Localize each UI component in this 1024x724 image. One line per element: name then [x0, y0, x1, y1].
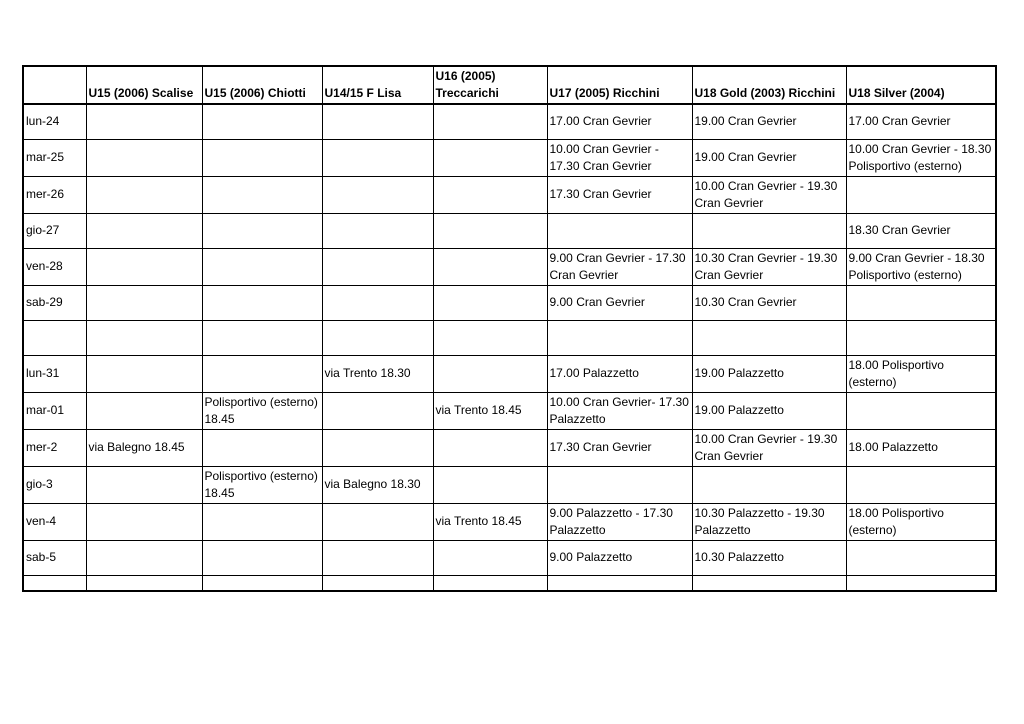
schedule-cell	[86, 139, 202, 176]
header-row	[23, 66, 996, 104]
schedule-cell: 10.30 Palazzetto - 19.30 Palazzetto	[692, 503, 846, 540]
schedule-cell	[322, 285, 433, 320]
schedule-cell	[202, 139, 322, 176]
schedule-cell	[202, 355, 322, 392]
schedule-cell	[322, 104, 433, 139]
schedule-cell	[322, 320, 433, 355]
table-row	[23, 104, 996, 139]
table-row	[23, 392, 996, 429]
schedule-cell	[547, 213, 692, 248]
schedule-cell: via Balegno 18.30	[322, 466, 433, 503]
day-cell: ven-4	[23, 503, 86, 540]
schedule-cell	[86, 320, 202, 355]
schedule-cell	[433, 355, 547, 392]
schedule-cell	[322, 575, 433, 591]
schedule-cell	[692, 213, 846, 248]
header-cell-u15-chiotti: U15 (2006) Chiotti	[202, 66, 322, 104]
day-cell	[23, 320, 86, 355]
schedule-cell: via Trento 18.45	[433, 503, 547, 540]
schedule-cell: 10.00 Cran Gevrier- 17.30 Palazzetto	[547, 392, 692, 429]
schedule-cell	[86, 355, 202, 392]
schedule-cell	[202, 320, 322, 355]
schedule-cell	[433, 575, 547, 591]
schedule-cell	[433, 176, 547, 213]
schedule-cell: via Balegno 18.45	[86, 429, 202, 466]
schedule-cell	[433, 104, 547, 139]
schedule-cell	[433, 320, 547, 355]
schedule-cell: 9.00 Palazzetto - 17.30 Palazzetto	[547, 503, 692, 540]
schedule-cell: 17.30 Cran Gevrier	[547, 429, 692, 466]
schedule-cell	[86, 392, 202, 429]
schedule-cell	[202, 285, 322, 320]
table-row	[23, 213, 996, 248]
schedule-cell	[433, 540, 547, 575]
schedule-cell: 9.00 Cran Gevrier - 17.30 Cran Gevrier	[547, 248, 692, 285]
schedule-cell	[433, 285, 547, 320]
day-cell: lun-24	[23, 104, 86, 139]
table-row	[23, 503, 996, 540]
schedule-cell: 10.00 Cran Gevrier - 19.30 Cran Gevrier	[692, 429, 846, 466]
schedule-cell	[433, 466, 547, 503]
header-cell-u18-gold-ricchini: U18 Gold (2003) Ricchini	[692, 66, 846, 104]
day-cell: mar-25	[23, 139, 86, 176]
schedule-cell	[202, 575, 322, 591]
header-cell-u16-treccarichi: U16 (2005) Treccarichi	[433, 66, 547, 104]
schedule-cell	[846, 466, 996, 503]
schedule-cell: Polisportivo (esterno) 18.45	[202, 392, 322, 429]
schedule-cell	[322, 503, 433, 540]
schedule-cell	[433, 139, 547, 176]
schedule-cell	[692, 575, 846, 591]
schedule-cell	[86, 248, 202, 285]
schedule-cell	[202, 104, 322, 139]
schedule-cell	[692, 320, 846, 355]
schedule-cell	[846, 176, 996, 213]
day-cell: sab-5	[23, 540, 86, 575]
schedule-cell	[547, 466, 692, 503]
schedule-cell: 10.00 Cran Gevrier - 18.30 Polisportivo (esterno)	[846, 139, 996, 176]
schedule-cell	[433, 213, 547, 248]
day-cell: mer-2	[23, 429, 86, 466]
schedule-cell	[86, 213, 202, 248]
schedule-cell: via Trento 18.45	[433, 392, 547, 429]
schedule-cell	[846, 320, 996, 355]
schedule-cell: 19.00 Cran Gevrier	[692, 139, 846, 176]
table-row	[23, 466, 996, 503]
table-row	[23, 176, 996, 213]
table-row	[23, 575, 996, 591]
schedule-cell	[202, 248, 322, 285]
table-row	[23, 355, 996, 392]
schedule-cell	[202, 213, 322, 248]
schedule-table	[22, 65, 997, 592]
table-row	[23, 540, 996, 575]
schedule-cell: 18.00 Polisportivo (esterno)	[846, 503, 996, 540]
schedule-cell: 18.30 Cran Gevrier	[846, 213, 996, 248]
schedule-cell: 17.30 Cran Gevrier	[547, 176, 692, 213]
header-cell-u17-ricchini: U17 (2005) Ricchini	[547, 66, 692, 104]
table-row	[23, 139, 996, 176]
schedule-cell	[86, 466, 202, 503]
schedule-cell: 17.00 Palazzetto	[547, 355, 692, 392]
schedule-cell	[202, 503, 322, 540]
schedule-cell	[547, 575, 692, 591]
day-cell	[23, 575, 86, 591]
schedule-cell	[86, 503, 202, 540]
schedule-cell	[202, 429, 322, 466]
schedule-cell	[322, 213, 433, 248]
schedule-cell	[692, 466, 846, 503]
schedule-cell: 10.00 Cran Gevrier - 17.30 Cran Gevrier	[547, 139, 692, 176]
schedule-cell: 19.00 Palazzetto	[692, 355, 846, 392]
header-cell-u15-scalise: U15 (2006) Scalise	[86, 66, 202, 104]
day-cell: mer-26	[23, 176, 86, 213]
day-cell: gio-3	[23, 466, 86, 503]
schedule-cell	[86, 176, 202, 213]
header-cell-day	[23, 66, 86, 104]
schedule-cell	[547, 320, 692, 355]
schedule-cell	[846, 285, 996, 320]
schedule-cell: 10.30 Cran Gevrier - 19.30 Cran Gevrier	[692, 248, 846, 285]
schedule-cell	[322, 139, 433, 176]
day-cell: lun-31	[23, 355, 86, 392]
schedule-cell: via Trento 18.30	[322, 355, 433, 392]
schedule-cell	[86, 285, 202, 320]
schedule-cell	[86, 575, 202, 591]
schedule-cell	[433, 429, 547, 466]
schedule-cell	[322, 392, 433, 429]
schedule-cell	[846, 540, 996, 575]
schedule-cell	[322, 540, 433, 575]
schedule-cell: 19.00 Cran Gevrier	[692, 104, 846, 139]
day-cell: sab-29	[23, 285, 86, 320]
schedule-cell: 10.30 Palazzetto	[692, 540, 846, 575]
schedule-cell: 9.00 Cran Gevrier - 18.30 Polisportivo (esterno)	[846, 248, 996, 285]
schedule-cell	[433, 248, 547, 285]
schedule-cell: 9.00 Cran Gevrier	[547, 285, 692, 320]
schedule-cell: 10.00 Cran Gevrier - 19.30 Cran Gevrier	[692, 176, 846, 213]
schedule-cell	[322, 429, 433, 466]
schedule-cell	[322, 176, 433, 213]
schedule-cell: 10.30 Cran Gevrier	[692, 285, 846, 320]
schedule-cell	[202, 176, 322, 213]
schedule-cell	[86, 104, 202, 139]
table-row	[23, 248, 996, 285]
schedule-cell: 18.00 Polisportivo (esterno)	[846, 355, 996, 392]
schedule-cell	[322, 248, 433, 285]
schedule-cell: Polisportivo (esterno) 18.45	[202, 466, 322, 503]
table-row	[23, 285, 996, 320]
schedule-cell: 17.00 Cran Gevrier	[846, 104, 996, 139]
header-cell-u18-silver: U18 Silver (2004)	[846, 66, 996, 104]
day-cell: gio-27	[23, 213, 86, 248]
schedule-cell: 17.00 Cran Gevrier	[547, 104, 692, 139]
day-cell: ven-28	[23, 248, 86, 285]
schedule-cell: 18.00 Palazzetto	[846, 429, 996, 466]
table-row	[23, 320, 996, 355]
schedule-cell: 19.00 Palazzetto	[692, 392, 846, 429]
schedule-cell	[86, 540, 202, 575]
table-row	[23, 429, 996, 466]
header-cell-u14-15-lisa: U14/15 F Lisa	[322, 66, 433, 104]
schedule-cell	[846, 575, 996, 591]
day-cell: mar-01	[23, 392, 86, 429]
schedule-cell	[202, 540, 322, 575]
schedule-cell: 9.00 Palazzetto	[547, 540, 692, 575]
schedule-cell	[846, 392, 996, 429]
schedule-body	[23, 104, 996, 591]
